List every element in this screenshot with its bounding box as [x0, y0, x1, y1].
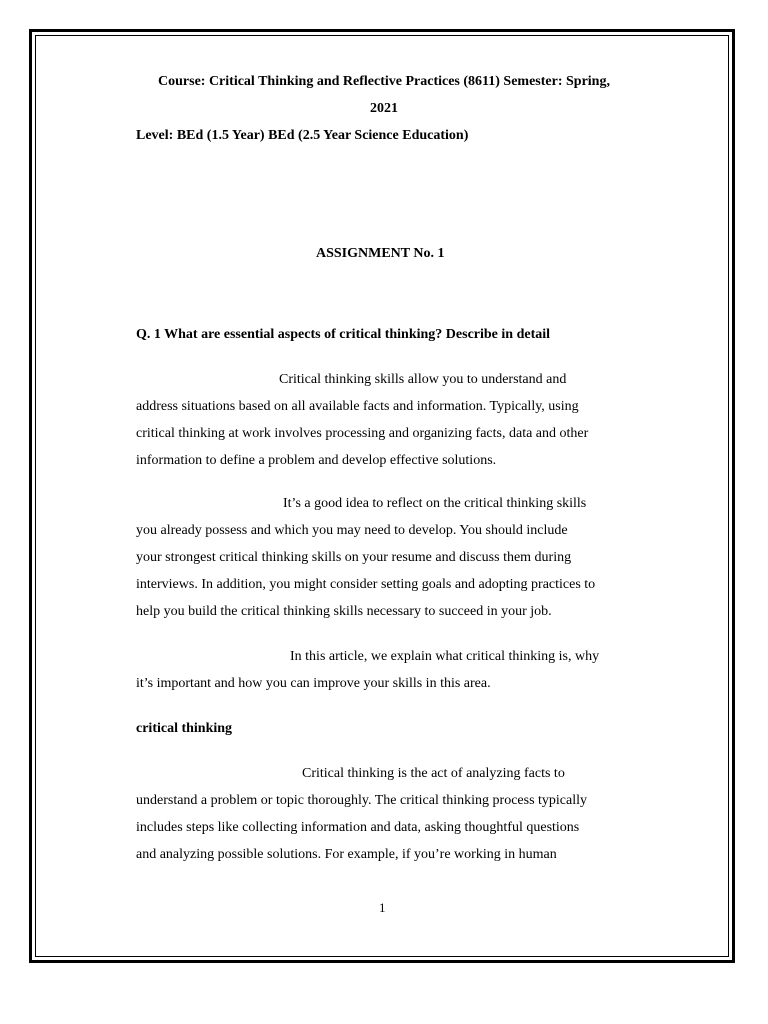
paragraph-line: Critical thinking is the act of analyzing facts to	[302, 766, 565, 781]
paragraph-line: information to define a problem and develop effective solutions.	[136, 453, 497, 468]
course-line-2: 2021	[370, 101, 398, 116]
paragraph-line: it’s important and how you can improve your skills in this area.	[136, 676, 491, 691]
paragraph-line: and analyzing possible solutions. For example, if you’re working in human	[136, 847, 557, 862]
paragraph-line: It’s a good idea to reflect on the critical thinking skills	[283, 496, 587, 511]
course-line-1: Course: Critical Thinking and Reflective Practices (8611) Semester: Spring,	[158, 74, 610, 89]
paragraph-line: understand a problem or topic thoroughly. The critical thinking process typically	[136, 793, 588, 808]
section-heading: critical thinking	[136, 721, 233, 736]
paragraph-line: critical thinking at work involves processing and organizing facts, data and other	[136, 426, 589, 441]
paragraph-line: includes steps like collecting information and data, asking thoughtful questions	[136, 820, 580, 835]
paragraph-line: address situations based on all available facts and information. Typically, using	[136, 399, 579, 414]
paragraph-1	[136, 366, 632, 474]
paragraph-line: In this article, we explain what critical thinking is, why	[290, 649, 600, 664]
level-line: Level: BEd (1.5 Year) BEd (2.5 Year Science Education)	[136, 128, 469, 143]
paragraph-line: your strongest critical thinking skills on your resume and discuss them during	[136, 550, 572, 565]
question-heading: Q. 1 What are essential aspects of critical thinking? Describe in detail	[136, 327, 551, 342]
paragraph-line: Critical thinking skills allow you to understand and	[279, 372, 567, 387]
assignment-title: ASSIGNMENT No. 1	[316, 246, 445, 261]
page-number: 1	[379, 900, 386, 915]
paragraph-3	[136, 643, 632, 697]
paragraph-line: you already possess and which you may need to develop. You should include	[136, 523, 568, 538]
paragraph-line: interviews. In addition, you might consider setting goals and adopting practices to	[136, 577, 596, 592]
section-paragraph	[136, 760, 632, 868]
paragraph-line: help you build the critical thinking skills necessary to succeed in your job.	[136, 604, 552, 619]
paragraph-2	[136, 490, 632, 625]
